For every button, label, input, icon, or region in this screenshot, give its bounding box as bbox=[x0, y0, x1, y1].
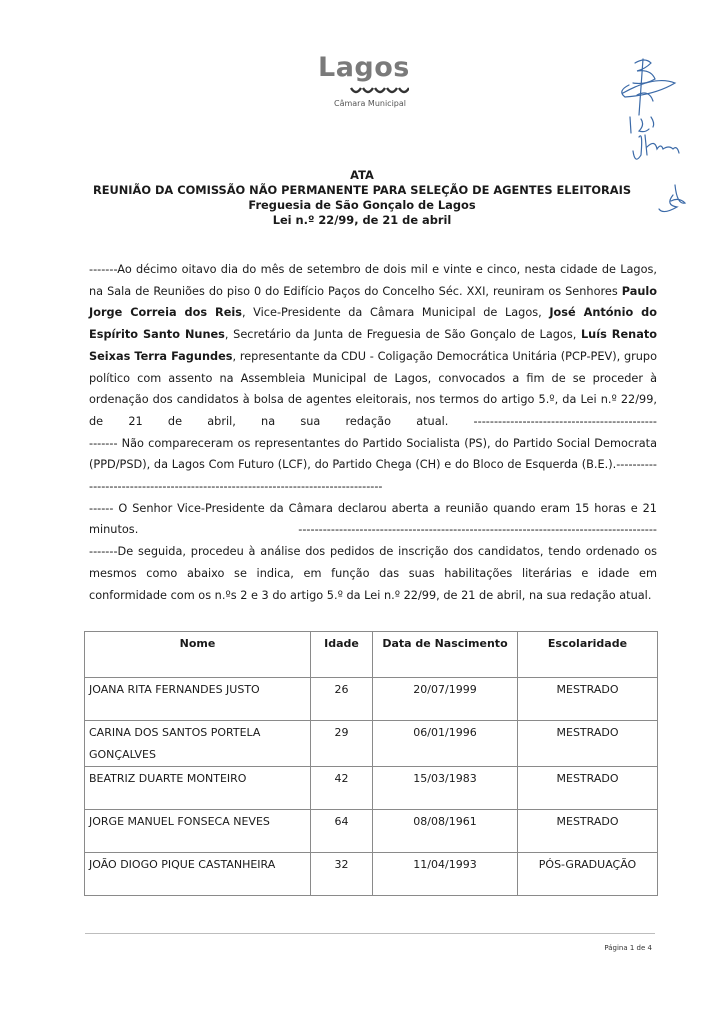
page-number: Página 1 de 4 bbox=[604, 944, 652, 952]
title-meeting: REUNIÃO DA COMISSÃO NÃO PERMANENTE PARA SELEÇÃO DE AGENTES ELEITORAIS bbox=[92, 183, 632, 197]
cell-nome: JOÃO DIOGO PIQUE CASTANHEIRA bbox=[85, 853, 311, 896]
minutes-body bbox=[89, 259, 657, 606]
cell-nascimento: 11/04/1993 bbox=[373, 853, 518, 896]
waves-icon bbox=[349, 85, 409, 97]
cell-idade: 26 bbox=[311, 678, 373, 721]
cell-idade: 64 bbox=[311, 810, 373, 853]
logo-wordmark: Lagos bbox=[318, 52, 410, 83]
paragraph-attendance: -------Ao décimo oitavo dia do mês de setembro de dois mil e vinte e cinco, nesta cidade de Lagos, na Sala de Reuniões do piso 0 do Edifício Paços do Concelho Séc. XXI, reuniram os Senhores Paulo Jorge Correia dos Reis, Vice-Presidente da Câmara Municipal de Lagos, José António do Espírito Santo Nunes, Secretário da Junta de Freguesia de São Gonçalo de Lagos, Luís Renato Seixas Terra Fagundes, representante da CDU - Coligação Democrática Unitária (PCP-PEV), grupo político com assento na Assembleia Municipal de Lagos, convocados a fim de se proceder à ordenação dos candidatos à bolsa de agentes eleitorais, nos termos do artigo 5.º, da Lei n.º 22/99, de 21 de abril, na sua redação atual. --------------------------------------------- bbox=[89, 263, 658, 428]
candidates-table bbox=[84, 631, 658, 896]
paragraph-analysis: -------De seguida, procedeu à análise dos pedidos de inscrição dos candidatos, tendo ordenado os mesmos como abaixo se indica, em função das suas habilitações literárias e idade em conformidade com os n.ºs 2 e 3 do artigo 5.º da Lei n.º 22/99, de 21 de abril, na sua redação atual. bbox=[89, 545, 657, 602]
title-ata: ATA bbox=[350, 168, 374, 182]
header-escolaridade: Escolaridade bbox=[518, 632, 658, 678]
table-row bbox=[85, 853, 658, 896]
cell-nascimento: 06/01/1996 bbox=[373, 721, 518, 767]
header-data-nascimento: Data de Nascimento bbox=[373, 632, 518, 678]
table-row bbox=[85, 810, 658, 853]
cell-nome: JOANA RITA FERNANDES JUSTO bbox=[85, 678, 311, 721]
table-row bbox=[85, 721, 658, 767]
lagos-municipal-logo bbox=[312, 52, 432, 112]
cell-nome: JORGE MANUEL FONSECA NEVES bbox=[85, 810, 311, 853]
table-header-row bbox=[85, 632, 658, 678]
cell-nascimento: 15/03/1983 bbox=[373, 767, 518, 810]
cell-idade: 29 bbox=[311, 721, 373, 767]
cell-idade: 42 bbox=[311, 767, 373, 810]
attendee-name: Luís Renato Seixas Terra Fagundes bbox=[89, 328, 657, 363]
cell-nascimento: 20/07/1999 bbox=[373, 678, 518, 721]
header-idade: Idade bbox=[311, 632, 373, 678]
title-law: Lei n.º 22/99, de 21 de abril bbox=[272, 213, 452, 227]
paragraph-absences: ------- Não compareceram os representantes do Partido Socialista (PS), do Partido Social Democrata (PPD/PSD), da Lagos Com Futuro (LCF), do Partido Chega (CH) e do Bloco de Esquerda (B.E.).---------------------------------------------------------------------------------- bbox=[89, 436, 657, 494]
cell-nome: BEATRIZ DUARTE MONTEIRO bbox=[85, 767, 311, 810]
cell-escolaridade: MESTRADO bbox=[518, 810, 658, 853]
attendee-name: Paulo Jorge Correia dos Reis bbox=[89, 284, 657, 320]
title-parish: Freguesia de São Gonçalo de Lagos bbox=[248, 198, 476, 212]
cell-idade: 32 bbox=[311, 853, 373, 896]
cell-nascimento: 08/08/1961 bbox=[373, 810, 518, 853]
cell-escolaridade: MESTRADO bbox=[518, 767, 658, 810]
document-title bbox=[70, 168, 654, 228]
header-nome: Nome bbox=[85, 632, 311, 678]
footer-divider bbox=[85, 933, 655, 934]
cell-escolaridade: MESTRADO bbox=[518, 678, 658, 721]
paragraph-opening: ------ O Senhor Vice-Presidente da Câmara declarou aberta a reunião quando eram 15 horas e 21 minutos. ---------------------------------------------------------------------------------------- bbox=[89, 501, 657, 537]
table-row bbox=[85, 678, 658, 721]
logo-subtitle: Câmara Municipal bbox=[334, 99, 407, 108]
cell-escolaridade: MESTRADO bbox=[518, 721, 658, 767]
cell-escolaridade: PÓS-GRADUAÇÃO bbox=[518, 853, 658, 896]
attendee-name: José António do Espírito Santo Nunes bbox=[89, 306, 658, 342]
cell-nome: CARINA DOS SANTOS PORTELA GONÇALVES bbox=[85, 721, 311, 767]
table-row bbox=[85, 767, 658, 810]
